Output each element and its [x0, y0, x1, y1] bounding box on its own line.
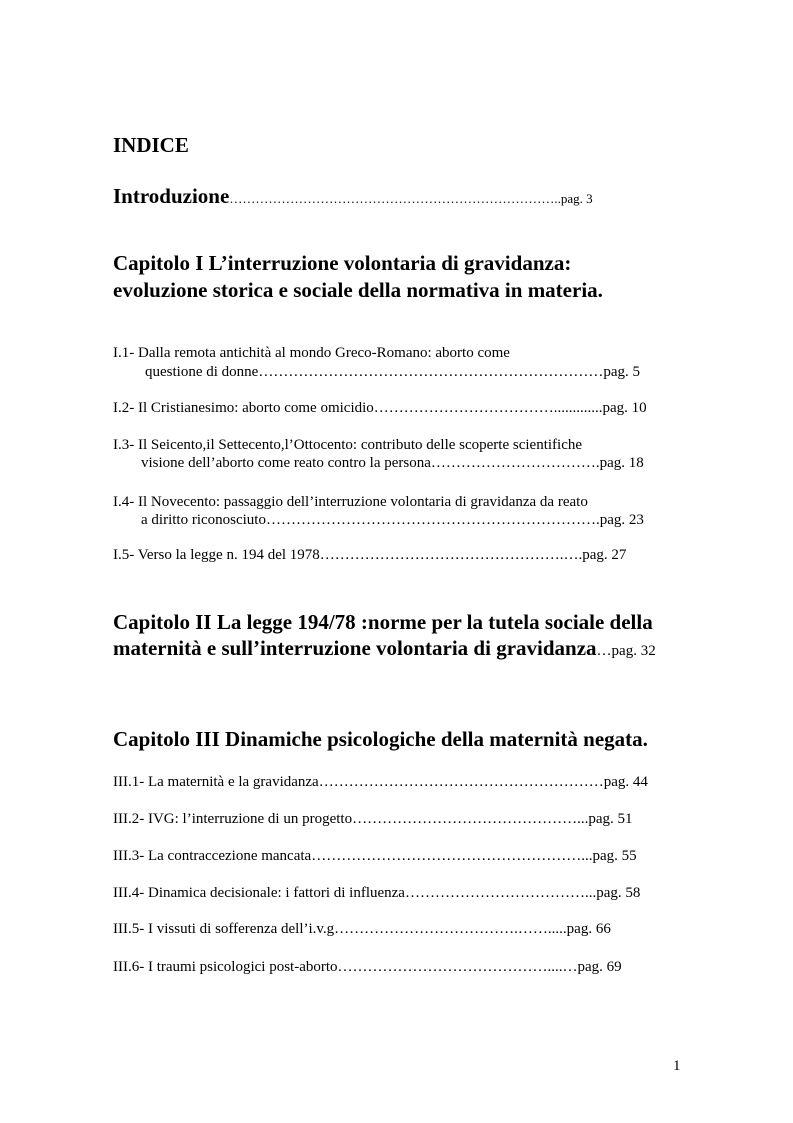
intro-title: Introduzione	[113, 184, 230, 208]
toc-entry-3-1: III.1- La maternità e la gravidanza…………………………………………………pag. 44	[113, 774, 648, 790]
intro-leader: …………………………………………………………………..pag. 3	[229, 191, 593, 206]
toc-entry-3-2: III.2- IVG: l’interruzione di un progetto………………………………………...pag. 51	[113, 811, 633, 827]
toc-entry-1-1-line2: questione di donne……………………………………………………………pag. 5	[145, 364, 640, 380]
toc-entry-1-4-line1: I.4- Il Novecento: passaggio dell’interruzione volontaria di gravidanza da reato	[113, 494, 588, 510]
chapter-1-title-line2: evoluzione storica e sociale della normativa in materia.	[113, 278, 603, 302]
chapter-2-title-line1: Capitolo II La legge 194/78 :norme per la tutela sociale della	[113, 610, 653, 634]
intro-entry	[113, 184, 593, 209]
page-number: 1	[673, 1058, 681, 1074]
chapter-2-title-line2	[113, 636, 656, 661]
toc-entry-1-3-line1: I.3- Il Seicento,il Settecento,l’Ottocento: contributo delle scoperte scientifiche	[113, 437, 583, 453]
toc-entry-1-2: I.2- Il Cristianesimo: aborto come omicidio……………………………….............pag. 10	[113, 400, 647, 416]
toc-entry-3-4: III.4- Dinamica decisionale: i fattori di influenza………………………………...pag. 58	[113, 885, 641, 901]
toc-entry-3-6: III.6- I traumi psicologici post-aborto……………………………………....…pag. 69	[113, 959, 622, 975]
toc-entry-1-4-line2: a diritto riconosciuto………………………………………………………….pag. 23	[141, 512, 644, 528]
toc-entry-1-1-line1: I.1- Dalla remota antichità al mondo Greco-Romano: aborto come	[113, 345, 510, 361]
toc-entry-1-5: I.5- Verso la legge n. 194 del 1978………………………………………….….pag. 27	[113, 547, 627, 563]
toc-entry-1-3-line2: visione dell’aborto come reato contro la persona…………………………….pag. 18	[141, 455, 644, 471]
chapter-3-title: Capitolo III Dinamiche psicologiche della maternità negata.	[113, 727, 648, 751]
toc-entry-3-5: III.5- I vissuti di sofferenza dell’i.v.g……………………………….…….....pag. 66	[113, 921, 611, 937]
chapter-2-page: …pag. 32	[596, 643, 656, 659]
chapter-2-title-text: maternità e sull’interruzione volontaria di gravidanza	[113, 636, 597, 660]
toc-entry-3-3: III.3- La contraccezione mancata………………………………………………...pag. 55	[113, 848, 637, 864]
chapter-1-title-line1: Capitolo I L’interruzione volontaria di gravidanza:	[113, 251, 572, 275]
index-heading: INDICE	[113, 133, 189, 157]
